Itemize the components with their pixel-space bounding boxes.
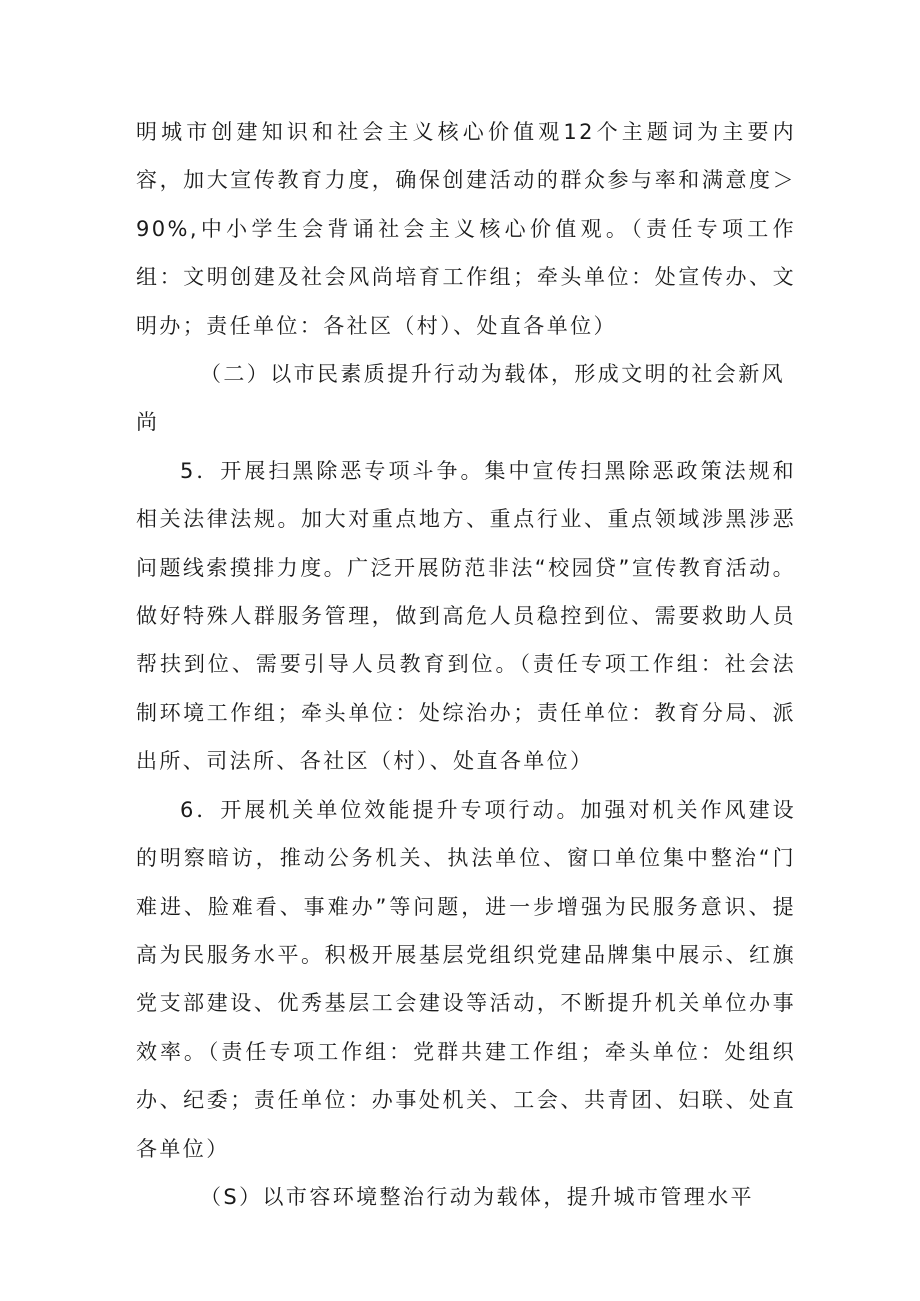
section-heading-2: （二）以市民素质提升行动为载体，形成文明的社会新风尚 <box>136 362 785 435</box>
document-body <box>136 108 796 1221</box>
continued-paragraph: 明城市创建知识和社会主义核心价值观12个主题词为主要内容，加大宣传教育力度，确保创建活动的群众参与率和满意度＞90%,中小学生会背诵社会主义核心价值观。（责任专项工作组：文明创建及社会风尚培育工作组；牵头单位：处宣传办、文明办；责任单位：各社区（村）、处直各单位） <box>136 120 796 338</box>
item-5-paragraph: 5．开展扫黑除恶专项斗争。集中宣传扫黑除恶政策法规和相关法律法规。加大对重点地方、重点行业、重点领域涉黑涉恶问题线索摸排力度。广泛开展防范非法“校园贷”宣传教育活动。做好特殊人群服务管理，做到高危人员稳控到位、需要救助人员帮扶到位、需要引导人员教育到位。（责任专项工作组：社会法制环境工作组；牵头单位：处综治办；责任单位：教育分局、派出所、司法所、各社区（村）、处直各单位） <box>136 458 796 774</box>
item-6-paragraph: 6．开展机关单位效能提升专项行动。加强对机关作风建设的明察暗访，推动公务机关、执法单位、窗口单位集中整治“门难进、脸难看、事难办”等问题，进一步增强为民服务意识、提高为民服务水平。积极开展基层党组织党建品牌集中展示、红旗党支部建设、优秀基层工会建设等活动，不断提升机关单位办事效率。（责任专项工作组：党群共建工作组；牵头单位：处组织办、纪委；责任单位：办事处机关、工会、共青团、妇联、处直各单位） <box>136 797 796 1161</box>
section-heading-3: （S）以市容环境整治行动为载体，提升城市管理水平 <box>200 1184 754 1209</box>
